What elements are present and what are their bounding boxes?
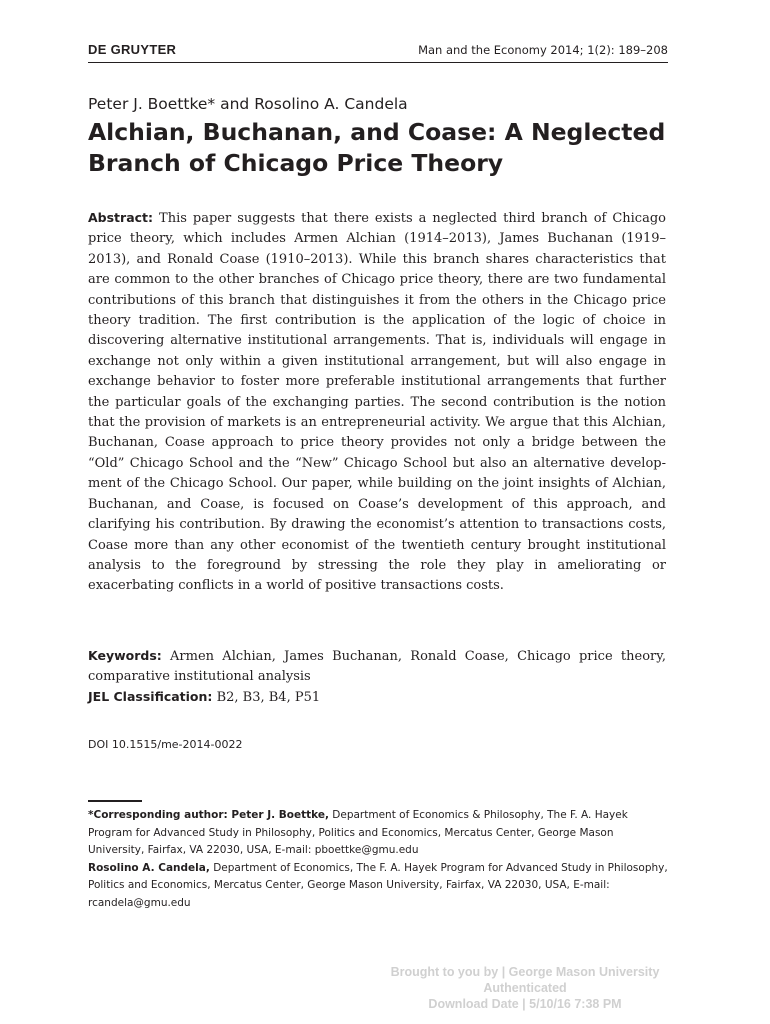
publisher-name: DE GRUYTER: [88, 42, 177, 57]
journal-citation: Man and the Economy 2014; 1(2): 189–208: [418, 43, 668, 57]
abstract-text: This paper suggests that there exists a neglected third branch of Chicago price theory, which includes Armen Alchian (1914–2013), James Buchanan (1919–2013), and Ronald Coase (1910–2013). While this branch shares characteristics that are common to the other branches of Chicago price theory, there are two fundamental contributions of this branch that distinguishes it from the others in the Chicago price theory tradition. The first contribution is the application of the logic of choice in discovering alternative institutional arrangements. That is, individuals will engage in exchange not only within a given institutional arrangement, but will also engage in exchange behavior to foster more preferable institutional arrangements that further the particular goals of the exchanging parties. The second contribution is the notion that the provision of markets is an entrepreneurial activity. We argue that this Alchian, Buchanan, Coase approach to price theory provides not only a bridge between the “Old” Chicago School and the “New” Chicago School but also an alternative development of the Chicago School. Our paper, while building on the joint insights of Alchian, Buchanan, and Coase, is focused on Coase’s development of this approach, and clarifying his contribution. By drawing the economist’s attention to transactions costs, Coase more than any other economist of the twentieth century brought institutional analysis to the foreground by stressing the role they play in ameliorating or exacerbating conflicts in a world of positive transactions costs.: [88, 211, 666, 594]
page-header: [88, 42, 668, 62]
author-line: Peter J. Boettke* and Rosolino A. Candela: [88, 95, 408, 113]
corresponding-author-affiliation: Department of Economics & Philosophy, The F. A. Hayek Program for Advanced Study in Philosophy, Politics and Economics, Mercatus Center, George Mason University, Fairfax, VA 22030, USA, E-mail: pboettke@gmu.edu: [88, 809, 628, 856]
keywords: [88, 646, 666, 688]
second-author-label: Rosolino A. Candela,: [88, 861, 210, 874]
author-footnote: [88, 807, 670, 912]
jel-codes: B2, B3, B4, P51: [216, 690, 321, 705]
watermark-line-3: Download Date | 5/10/16 7:38 PM: [428, 997, 622, 1011]
second-author-affiliation: Department of Economics, The F. A. Hayek Program for Advanced Study in Philosophy, Politics and Economics, Mercatus Center, George Mason University, Fairfax, VA 22030, USA, E-mail: rcandela@gmu.edu: [88, 861, 668, 909]
header-rule: [88, 62, 668, 63]
download-watermark: [340, 964, 710, 1012]
title-line-1: Alchian, Buchanan, and Coase: A Neglected: [88, 118, 666, 146]
watermark-line-2: Authenticated: [483, 981, 567, 995]
watermark-line-1: Brought to you by | George Mason University: [390, 965, 660, 979]
abstract: [88, 208, 666, 597]
keywords-label: Keywords:: [88, 648, 162, 663]
article-title: [88, 117, 678, 179]
footnote-rule: [88, 800, 142, 802]
corresponding-author-label: *Corresponding author: Peter J. Boettke,: [88, 809, 329, 821]
abstract-label: Abstract:: [88, 210, 154, 225]
jel-label: JEL Classification:: [88, 689, 213, 704]
keywords-text: Armen Alchian, James Buchanan, Ronald Coase, Chicago price theory, comparative institutional analysis: [88, 649, 666, 685]
jel-classification: [88, 687, 666, 708]
title-line-2: Branch of Chicago Price Theory: [88, 149, 504, 177]
doi: DOI 10.1515/me-2014-0022: [88, 738, 243, 751]
